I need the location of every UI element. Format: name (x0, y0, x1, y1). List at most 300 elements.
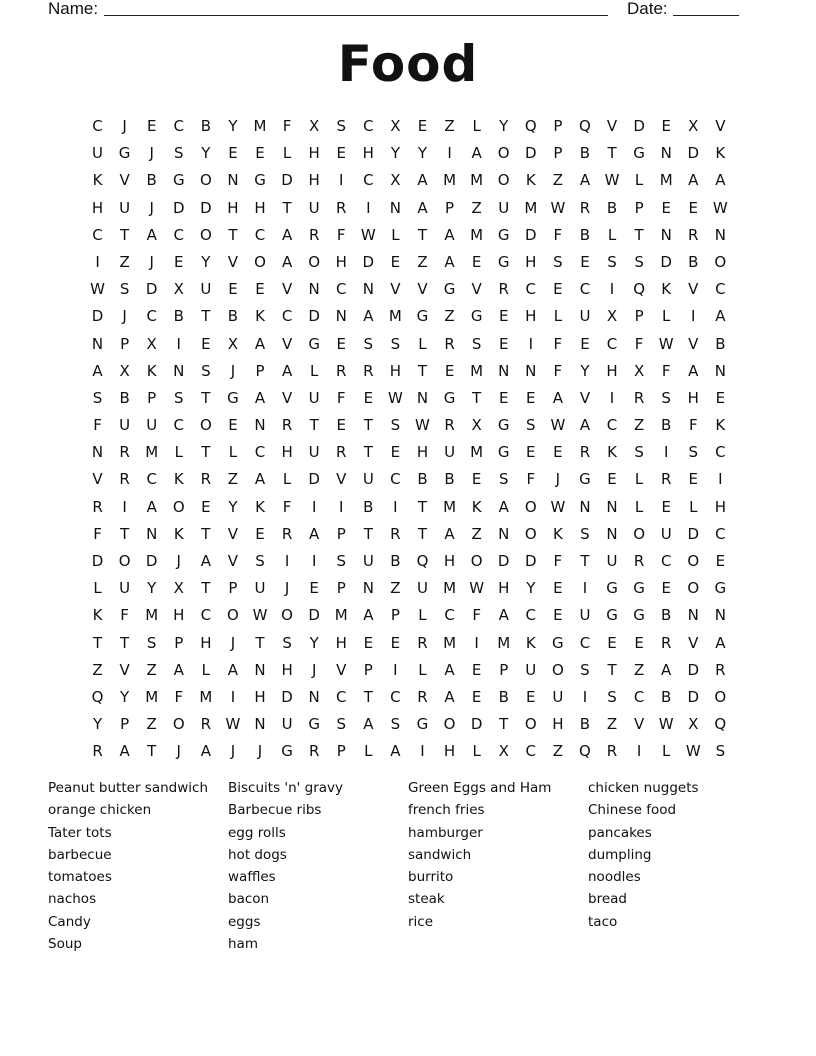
grid-letter[interactable]: N (91, 334, 104, 353)
grid-letter[interactable]: S (336, 552, 346, 570)
grid-letter[interactable]: B (146, 171, 157, 190)
grid-letter[interactable]: R (444, 416, 455, 435)
grid-letter[interactable]: C (92, 225, 103, 244)
grid-letter[interactable]: X (390, 117, 401, 135)
grid-letter[interactable]: K (471, 497, 482, 516)
grid-letter[interactable]: H (308, 144, 320, 163)
grid-letter[interactable]: U (660, 524, 672, 543)
grid-letter[interactable]: F (93, 416, 102, 435)
grid-letter[interactable]: Q (633, 280, 645, 299)
grid-letter[interactable]: E (363, 633, 374, 652)
grid-letter[interactable]: H (525, 252, 537, 271)
grid-letter[interactable]: C (254, 443, 266, 462)
grid-letter[interactable]: J (230, 742, 236, 761)
grid-letter[interactable]: J (122, 117, 127, 135)
grid-letter[interactable]: Z (417, 252, 428, 271)
grid-letter[interactable]: N (308, 687, 320, 706)
grid-letter[interactable]: A (146, 497, 157, 516)
grid-letter[interactable]: N (254, 660, 266, 679)
grid-letter[interactable]: A (200, 742, 211, 761)
grid-letter[interactable]: J (149, 144, 154, 163)
grid-letter[interactable]: T (92, 633, 103, 652)
grid-letter[interactable]: C (633, 687, 645, 706)
grid-letter[interactable]: S (634, 443, 644, 462)
grid-letter[interactable]: P (553, 117, 563, 135)
grid-letter[interactable]: F (688, 416, 698, 435)
grid-letter[interactable]: T (472, 388, 482, 407)
grid-letter[interactable]: Y (201, 252, 211, 271)
grid-letter[interactable]: G (118, 144, 131, 163)
grid-letter[interactable]: S (498, 470, 509, 489)
grid-letter[interactable]: R (119, 470, 130, 489)
grid-letter[interactable]: N (254, 416, 266, 435)
grid-letter[interactable]: O (633, 524, 645, 543)
grid-letter[interactable]: A (92, 361, 103, 380)
grid-letter[interactable]: H (227, 198, 239, 217)
grid-letter[interactable]: G (497, 443, 510, 462)
grid-letter[interactable]: D (145, 552, 158, 570)
grid-letter[interactable]: O (227, 606, 239, 625)
grid-letter[interactable]: B (606, 198, 618, 217)
grid-letter[interactable]: M (443, 497, 457, 516)
grid-letter[interactable]: S (201, 361, 211, 380)
grid-letter[interactable]: Y (390, 144, 400, 163)
grid-letter[interactable]: A (227, 660, 239, 679)
grid-letter[interactable]: V (688, 280, 699, 299)
grid-letter[interactable]: A (281, 225, 293, 244)
grid-letter[interactable]: N (660, 144, 672, 163)
grid-letter[interactable]: D (525, 225, 537, 244)
grid-letter[interactable]: N (606, 497, 618, 516)
grid-letter[interactable]: F (282, 497, 292, 516)
grid-letter[interactable]: R (363, 361, 374, 380)
grid-letter[interactable]: Z (227, 470, 239, 489)
grid-letter[interactable]: G (308, 334, 320, 353)
grid-letter[interactable]: H (281, 660, 293, 679)
grid-letter[interactable]: D (281, 171, 293, 190)
grid-letter[interactable]: P (120, 715, 130, 734)
grid-letter[interactable]: F (93, 524, 102, 543)
grid-letter[interactable]: Q (714, 715, 727, 734)
grid-letter[interactable]: O (199, 416, 212, 435)
grid-letter[interactable]: U (579, 606, 591, 625)
grid-letter[interactable]: E (444, 361, 455, 380)
grid-letter[interactable]: L (282, 470, 292, 489)
grid-letter[interactable]: M (470, 225, 484, 244)
grid-letter[interactable]: L (418, 606, 427, 625)
grid-letter[interactable]: V (227, 552, 239, 570)
grid-letter[interactable]: E (661, 497, 671, 516)
grid-letter[interactable]: B (579, 225, 591, 244)
grid-letter[interactable]: N (498, 361, 510, 380)
grid-letter[interactable]: U (200, 280, 212, 299)
grid-letter[interactable]: B (579, 144, 591, 163)
grid-letter[interactable]: A (444, 524, 455, 543)
grid-letter[interactable]: X (173, 280, 184, 299)
grid-letter[interactable]: M (334, 606, 348, 625)
grid-letter[interactable]: L (418, 334, 427, 353)
grid-letter[interactable]: Z (471, 524, 482, 543)
grid-letter[interactable]: J (257, 742, 263, 761)
grid-letter[interactable]: Y (309, 633, 319, 652)
grid-letter[interactable]: L (364, 742, 373, 761)
grid-letter[interactable]: D (497, 552, 510, 570)
grid-letter[interactable]: R (633, 552, 645, 570)
grid-letter[interactable]: L (93, 579, 102, 598)
grid-letter[interactable]: J (230, 633, 236, 652)
grid-letter[interactable]: O (172, 715, 185, 734)
grid-letter[interactable]: K (255, 497, 265, 516)
grid-letter[interactable]: T (201, 443, 211, 462)
grid-letter[interactable]: V (281, 280, 293, 299)
grid-letter[interactable]: G (443, 280, 456, 299)
grid-letter[interactable]: N (714, 225, 726, 244)
grid-letter[interactable]: O (524, 715, 537, 734)
grid-letter[interactable]: G (497, 252, 510, 271)
grid-letter[interactable]: W (225, 715, 241, 734)
grid-letter[interactable]: H (714, 497, 726, 516)
grid-letter[interactable]: Q (579, 117, 591, 135)
grid-letter[interactable]: M (145, 606, 159, 625)
grid-letter[interactable]: D (91, 552, 104, 570)
grid-letter[interactable]: E (363, 388, 374, 407)
grid-letter[interactable]: C (173, 225, 185, 244)
grid-letter[interactable]: M (388, 307, 402, 326)
grid-letter[interactable]: N (714, 606, 726, 625)
grid-letter[interactable]: L (662, 742, 671, 761)
grid-letter[interactable]: C (660, 552, 672, 570)
grid-letter[interactable]: U (92, 144, 104, 163)
grid-letter[interactable]: J (311, 660, 317, 679)
grid-letter[interactable]: O (497, 144, 510, 163)
grid-letter[interactable]: S (390, 715, 401, 734)
grid-letter[interactable]: A (471, 144, 482, 163)
grid-letter[interactable]: E (201, 334, 211, 353)
grid-letter[interactable]: R (308, 742, 320, 761)
grid-letter[interactable]: J (230, 361, 236, 380)
grid-letter[interactable]: C (146, 470, 157, 489)
grid-letter[interactable]: E (228, 144, 238, 163)
grid-letter[interactable]: T (363, 687, 373, 706)
grid-letter[interactable]: L (472, 117, 481, 135)
grid-letter[interactable]: I (420, 742, 425, 761)
grid-letter[interactable]: F (661, 361, 671, 380)
grid-letter[interactable]: W (685, 742, 701, 761)
grid-letter[interactable]: X (633, 361, 645, 380)
grid-letter[interactable]: G (606, 606, 618, 625)
grid-letter[interactable]: A (417, 171, 428, 190)
grid-letter[interactable]: H (687, 388, 699, 407)
grid-letter[interactable]: I (339, 171, 344, 190)
grid-letter[interactable]: A (715, 307, 726, 326)
grid-letter[interactable]: K (661, 280, 672, 299)
grid-letter[interactable]: K (92, 606, 103, 625)
grid-letter[interactable]: W (550, 198, 566, 217)
grid-letter[interactable]: B (661, 687, 672, 706)
grid-letter[interactable]: U (254, 579, 266, 598)
grid-letter[interactable]: D (525, 144, 537, 163)
grid-letter[interactable]: N (308, 280, 320, 299)
grid-letter[interactable]: A (579, 171, 591, 190)
grid-letter[interactable]: D (470, 715, 483, 734)
grid-letter[interactable]: A (309, 524, 320, 543)
grid-letter[interactable]: M (497, 633, 511, 652)
grid-letter[interactable]: E (553, 579, 563, 598)
grid-letter[interactable]: Y (580, 361, 590, 380)
grid-letter[interactable]: I (230, 687, 236, 706)
grid-letter[interactable]: E (498, 388, 509, 407)
grid-letter[interactable]: V (227, 252, 239, 271)
grid-letter[interactable]: E (336, 416, 346, 435)
grid-letter[interactable]: Z (552, 742, 563, 761)
grid-letter[interactable]: D (145, 280, 158, 299)
grid-letter[interactable]: M (443, 633, 457, 652)
grid-letter[interactable]: G (308, 715, 320, 734)
grid-letter[interactable]: S (363, 334, 374, 353)
grid-letter[interactable]: E (471, 470, 482, 489)
grid-letter[interactable]: S (174, 144, 184, 163)
grid-letter[interactable]: E (146, 117, 157, 135)
grid-letter[interactable]: E (498, 307, 509, 326)
grid-letter[interactable]: B (390, 552, 401, 570)
grid-letter[interactable]: E (174, 252, 184, 271)
grid-letter[interactable]: K (715, 416, 726, 435)
grid-letter[interactable]: D (687, 524, 700, 543)
grid-letter[interactable]: I (474, 633, 479, 652)
grid-letter[interactable]: V (281, 388, 293, 407)
grid-letter[interactable]: P (120, 334, 130, 353)
grid-letter[interactable]: C (336, 687, 347, 706)
grid-letter[interactable]: W (360, 225, 376, 244)
grid-letter[interactable]: E (390, 252, 401, 271)
grid-letter[interactable]: R (498, 280, 509, 299)
grid-letter[interactable]: S (282, 633, 292, 652)
grid-letter[interactable]: O (470, 552, 483, 570)
grid-letter[interactable]: H (362, 144, 374, 163)
grid-letter[interactable]: X (390, 171, 401, 190)
grid-letter[interactable]: F (553, 225, 563, 244)
grid-letter[interactable]: H (606, 361, 618, 380)
grid-letter[interactable]: F (120, 606, 129, 625)
grid-letter[interactable]: C (444, 606, 455, 625)
grid-letter[interactable]: Z (444, 117, 455, 135)
grid-letter[interactable]: C (606, 334, 618, 353)
grid-letter[interactable]: E (715, 388, 726, 407)
grid-letter[interactable]: Y (228, 497, 238, 516)
grid-letter[interactable]: S (390, 416, 401, 435)
grid-letter[interactable]: Y (92, 715, 103, 734)
grid-letter[interactable]: H (443, 552, 456, 570)
grid-letter[interactable]: T (417, 524, 428, 543)
grid-letter[interactable]: K (255, 307, 265, 326)
grid-letter[interactable]: I (122, 497, 127, 516)
grid-letter[interactable]: I (284, 552, 290, 570)
grid-letter[interactable]: J (122, 307, 127, 326)
grid-letter[interactable]: C (363, 171, 374, 190)
grid-letter[interactable]: K (92, 171, 103, 190)
grid-letter[interactable]: S (580, 524, 590, 543)
grid-letter[interactable]: G (633, 579, 645, 598)
grid-letter[interactable]: W (550, 497, 566, 516)
grid-letter[interactable]: B (498, 687, 509, 706)
grid-letter[interactable]: I (718, 470, 723, 489)
grid-letter[interactable]: R (336, 443, 347, 462)
grid-letter[interactable]: A (498, 497, 509, 516)
grid-letter[interactable]: L (309, 361, 319, 380)
grid-letter[interactable]: P (634, 307, 644, 326)
grid-letter[interactable]: W (90, 280, 105, 299)
grid-letter[interactable]: W (658, 334, 674, 353)
grid-letter[interactable]: R (200, 470, 212, 489)
grid-letter[interactable]: Y (499, 117, 509, 135)
grid-letter[interactable]: S (471, 334, 482, 353)
grid-letter[interactable]: D (525, 552, 537, 570)
grid-letter[interactable]: D (308, 307, 320, 326)
grid-letter[interactable]: T (201, 388, 211, 407)
grid-letter[interactable]: G (416, 715, 429, 734)
grid-letter[interactable]: I (528, 334, 533, 353)
grid-letter[interactable]: P (147, 388, 157, 407)
grid-letter[interactable]: K (525, 171, 536, 190)
grid-letter[interactable]: R (390, 524, 401, 543)
grid-letter[interactable]: D (362, 252, 375, 271)
grid-letter[interactable]: G (579, 470, 591, 489)
grid-letter[interactable]: H (552, 715, 564, 734)
grid-letter[interactable]: R (606, 742, 618, 761)
grid-letter[interactable]: N (416, 388, 429, 407)
grid-letter[interactable]: C (525, 606, 537, 625)
grid-letter[interactable]: Z (119, 252, 130, 271)
grid-letter[interactable]: F (553, 361, 563, 380)
grid-letter[interactable]: X (498, 742, 509, 761)
grid-letter[interactable]: C (606, 416, 618, 435)
grid-letter[interactable]: P (499, 660, 509, 679)
grid-letter[interactable]: C (390, 687, 401, 706)
grid-letter[interactable]: K (607, 443, 617, 462)
grid-letter[interactable]: D (687, 144, 700, 163)
grid-letter[interactable]: Z (146, 715, 157, 734)
grid-letter[interactable]: X (227, 334, 239, 353)
grid-letter[interactable]: U (579, 307, 591, 326)
grid-letter[interactable]: A (173, 660, 184, 679)
grid-letter[interactable]: E (498, 334, 509, 353)
grid-letter[interactable]: I (311, 552, 317, 570)
grid-letter[interactable]: K (552, 524, 563, 543)
grid-letter[interactable]: G (497, 225, 510, 244)
grid-letter[interactable]: S (119, 280, 130, 299)
grid-letter[interactable]: A (363, 307, 374, 326)
grid-letter[interactable]: P (336, 579, 346, 598)
grid-letter[interactable]: C (200, 606, 212, 625)
grid-letter[interactable]: O (308, 252, 321, 271)
grid-letter[interactable]: V (633, 715, 645, 734)
grid-letter[interactable]: R (579, 198, 591, 217)
grid-letter[interactable]: E (255, 524, 265, 543)
grid-letter[interactable]: I (311, 497, 317, 516)
grid-letter[interactable]: S (715, 742, 726, 761)
grid-letter[interactable]: S (661, 388, 671, 407)
grid-letter[interactable]: Z (92, 660, 103, 679)
grid-letter[interactable]: L (472, 742, 481, 761)
grid-letter[interactable]: O (172, 497, 185, 516)
grid-letter[interactable]: O (199, 171, 212, 190)
grid-letter[interactable]: C (254, 225, 266, 244)
grid-letter[interactable]: C (715, 524, 726, 543)
grid-letter[interactable]: T (580, 552, 590, 570)
grid-letter[interactable]: E (688, 198, 698, 217)
grid-letter[interactable]: P (255, 361, 265, 380)
grid-letter[interactable]: U (119, 579, 131, 598)
grid-letter[interactable]: O (254, 252, 266, 271)
grid-letter[interactable]: Q (524, 117, 537, 135)
grid-letter[interactable]: N (362, 280, 374, 299)
grid-letter[interactable]: B (417, 470, 428, 489)
grid-letter[interactable]: F (336, 388, 346, 407)
grid-letter[interactable]: O (714, 252, 727, 271)
grid-letter[interactable]: V (390, 280, 401, 299)
grid-letter[interactable]: H (335, 252, 347, 271)
grid-letter[interactable]: W (415, 416, 430, 435)
grid-letter[interactable]: L (282, 144, 292, 163)
grid-letter[interactable]: C (281, 307, 293, 326)
grid-letter[interactable]: I (393, 660, 398, 679)
grid-letter[interactable]: G (443, 388, 456, 407)
grid-letter[interactable]: K (525, 633, 536, 652)
grid-letter[interactable]: Z (606, 715, 618, 734)
grid-letter[interactable]: T (363, 524, 373, 543)
grid-letter[interactable]: N (687, 606, 699, 625)
grid-letter[interactable]: N (254, 715, 266, 734)
grid-letter[interactable]: P (363, 660, 373, 679)
grid-letter[interactable]: E (661, 198, 671, 217)
grid-letter[interactable]: E (553, 280, 563, 299)
grid-letter[interactable]: E (580, 334, 590, 353)
grid-letter[interactable]: N (606, 524, 618, 543)
grid-letter[interactable]: W (387, 388, 403, 407)
grid-letter[interactable]: V (336, 660, 347, 679)
grid-letter[interactable]: A (444, 660, 455, 679)
grid-letter[interactable]: O (687, 579, 700, 598)
grid-letter[interactable]: T (607, 144, 617, 163)
grid-letter[interactable]: Q (579, 742, 591, 761)
grid-letter[interactable]: N (389, 198, 402, 217)
grid-letter[interactable]: H (254, 687, 266, 706)
grid-letter[interactable]: X (471, 416, 482, 435)
grid-letter[interactable]: T (309, 416, 319, 435)
grid-letter[interactable]: A (417, 198, 428, 217)
grid-letter[interactable]: A (498, 606, 509, 625)
grid-letter[interactable]: A (119, 742, 130, 761)
grid-letter[interactable]: W (658, 715, 674, 734)
grid-letter[interactable]: E (417, 117, 428, 135)
grid-letter[interactable]: A (444, 252, 455, 271)
grid-letter[interactable]: D (308, 470, 320, 489)
grid-letter[interactable]: T (147, 742, 157, 761)
grid-letter[interactable]: E (390, 633, 401, 652)
grid-letter[interactable]: T (363, 416, 373, 435)
grid-letter[interactable]: B (119, 388, 130, 407)
grid-letter[interactable]: M (443, 579, 457, 598)
grid-letter[interactable]: O (551, 660, 564, 679)
grid-letter[interactable]: O (281, 606, 293, 625)
grid-letter[interactable]: E (255, 144, 265, 163)
grid-letter[interactable]: C (336, 280, 347, 299)
grid-letter[interactable]: T (417, 361, 428, 380)
grid-letter[interactable]: V (92, 470, 103, 489)
grid-letter[interactable]: R (417, 633, 428, 652)
grid-letter[interactable]: C (715, 443, 726, 462)
grid-letter[interactable]: S (607, 687, 617, 706)
